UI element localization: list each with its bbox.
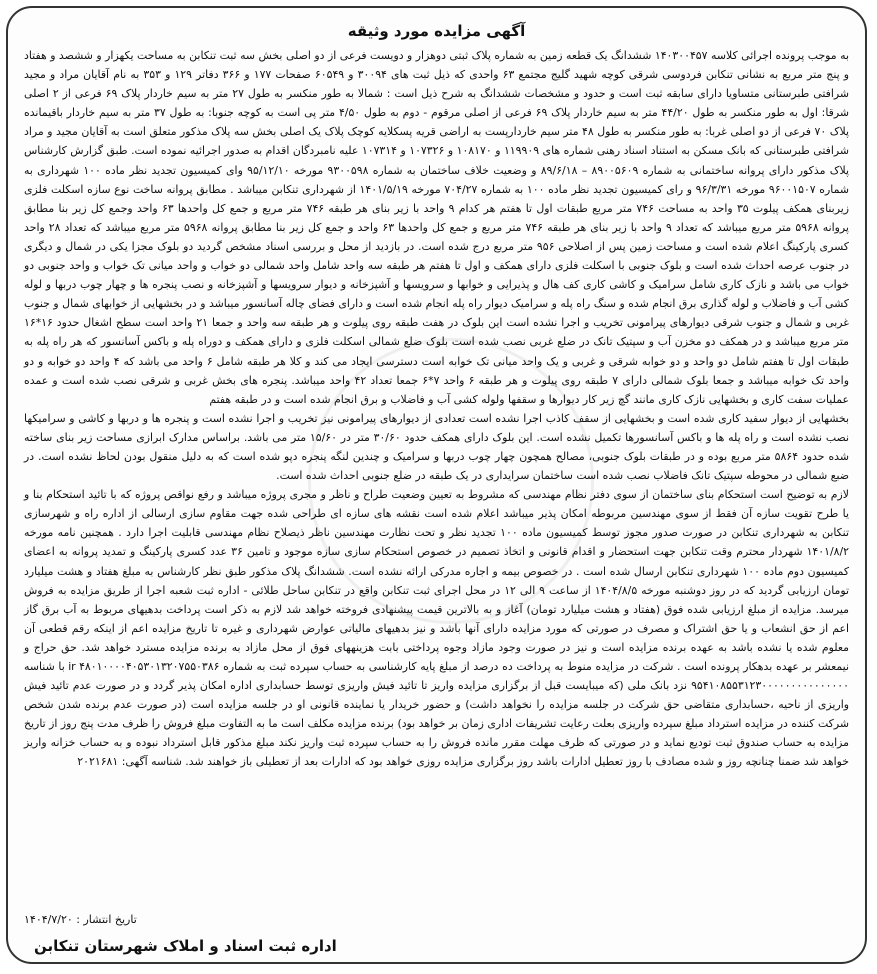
- paragraph-auction-terms: لازم به توضیح است استحکام بنای ساختمان از سوی دفتر نظام مهندسی که مشروط به تعیین وضعیت طراح و ناظر و مجری پروژه میباشد و رفع نواقص پروژه که با تائید استحکام بنا و یا طرح تقویت سازه آن فقط از سوی مهندسین مربوطه امکان پذیر میباشد اعلام شده است نقشه های سازه ای طراحی شده جهت مقاوم سازی ارسالی از اداره راه و شهرسازی تنکابن به شهرداری تنکابن در صورت صدور مجوز توسط کمیسیون ماده ۱۰۰ تجدید نظر و تحت نظارت مهندسین ناظر ذیصلاح نظام مهندسی قابلیت اجرا دارد . همچنین نامه مورخه ۱۴۰۱/۸/۲ شهردار محترم وقت تنکابن جهت استحضار و اقدام قانونی و اتخاذ تصمیم در خصوص استحکام سازی سازه موجود و تامین ۳۶ عدد کسری پارکینگ و تمدید پروانه به اعضای کمیسیون دوم ماده ۱۰۰ شهرداری تنکابن ارسال شده است . در خصوص بیمه و اجاره مدرکی ارائه نشده است. ششدانگ پلاک مذکور طبق نظر کارشناس به مبلغ هفتاد و هشت میلیارد تومان ارزیابی گردید که در روز دوشنبه مورخه ۱۴۰۴/۸/۵ از ساعت ۹ الی ۱۲ در محل اجرای ثبت تنکابن واقع در تنکابن ساحل طلائی - اداره ثبت شعبه اجرا از طریق مزایده به فروش میرسد. مزایده از مبلغ ارزیابی شده فوق (هفتاد و هشت میلیارد تومان) آغاز و به بالاترین قیمت پیشنهادی فروخته خواهد شد لازم به ذکر است پرداخت بدهیهای مربوط به آب برق گاز اعم از حق انشعاب و یا حق اشتراک و مصرف در صورتی که مورد مزایده دارای آنها باشد و نیز بدهیهای مالیاتی عوارض شهرداری و غیره تا تاریخ مزایده اعم از اینکه رقم قطعی آن معلوم شده یا نشده باشد به عهده برنده مزایده است و نیز در صورت وجود مازاد وجوه پرداختی بابت هزینههای فوق از محل مازاد به برنده مزایده مسترد خواهد شد. حق حراج و نیمعشر بر عهده بدهکار پرونده است . شرکت در مزایده منوط به پرداخت ده درصد از مبلغ پایه کارشناسی به حساب سپرده ثبت به شماره ۴۸۰۱۰۰۰۰۴۰۵۳۰۱۳۲۰۷۵۵۰۳۸۶ ir با شناسه ۹۵۴۱۰۸۵۵۳۱۲۳۰۰۰۰۰۰۰۰۰۰۰۰۰۰۰ نزد بانک ملی (که میبایست قبل از برگزاری مزایده واریز تا تائید فیش واریزی توسط حسابداری اداره امکان پذیر گردد و در صورت عدم تائید فیش واریزی از ناحیه ،حسابداری متقاضی حق شرکت در جلسه مزایده را نخواهد داشت) و حضور خریدار یا نماینده قانونی او در جلسه مزایده است (در صورت عدم برنده شدن شخص شرکت کننده در مزایده استرداد مبلغ سپرده واریزی بعلت رعایت تشریفات اداری زمان بر خواهد بود) برنده مزایده مکلف است ما به التفاوت مبلغ فروش را ظرف مدت پنج روز از تاریخ مزایده به حساب صندوق ثبت تودیع نماید و در صورتی که ظرف مهلت مقرر مانده فروش را به حساب سپرده ثبت واریز نکند مبلغ مذکور قابل استرداد نبوده و به حساب خزانه واریز خواهد شد ضمنا چنانچه روز و شده مصادف با روز تعطیل ادارات باشد روز برگزاری مزایده روزی خواهد بود که ادارات بعد از تعطیلی باز خواهند شد. شناسه آگهی: ۲۰۲۱۶۸۱: [24, 488, 850, 769]
- publish-date: تاریخ انتشار : ۱۴۰۴/۷/۲۰: [24, 913, 137, 926]
- notice-frame: [6, 6, 867, 964]
- issuing-office: اداره ثبت اسناد و املاک شهرستان تنکابن: [34, 937, 337, 955]
- notice-body: [24, 46, 849, 772]
- paragraph-building-status: بخشهایی از دیوار سفید کاری شده است و بخشهایی از سقف کاذب اجرا نشده است تعدادی از دیوارهای پیرامونی نیز تخریب و اجرا نشده است و پنجره ها و دربها و کاشی و سرامیکها نصب نشده است و راه پله ها و باکس آسانسورها تکمیل نشده است. این بلوک دارای همکف حدود ۳۰/۶۰ متر در ۱۵/۶۰ متر می باشد. براساس مدارک ابرازی مساحت زیر بنای ساخته شده حدود ۵۸۶۴ متر مربع بوده و در طبقات بلوک جنوبی، مصالح همچون چهار چوب دربها و سرامیک و چندین لنگه پنجره دپو شده است که به دلیل منقول بودن لحاظ نشده است. در ضبع شمالی در محوطه سپتیک تانک فاضلاب نصب شده است ساختمان سرایداری در یک طبقه در ضلع جنوبی احداث شده است.: [24, 411, 850, 483]
- notice-title: آگهی مزایده مورد وثیقه: [347, 22, 526, 40]
- paragraph-property-description: به موجب پرونده اجرائی کلاسه ۱۴۰۳۰۰۴۵۷ ششدانگ یک قطعه زمین به شماره پلاک ثبتی دوهزار و دویست فرعی از دو اصلی بخش سه ثبت تنکابن به مساحت یکهزار و ششصد و هفتاد و پنج متر مربع به نشانی تنکابن فردوسی شرقی کوچه شهید گلیج مجتمع ۶۳ واحدی که ذیل ثبت های ۳۰۰۹۴ و ۶۰۵۴۹ صفحات ۱۷۷ و ۳۶۶ دفاتر ۱۲۹ و ۳۵۳ به نام آقایان مراد و مجید شرافتی طبرستانی متساویا دارای سابقه ثبت است و حدود و مشخصات ششدانگ به شرح ذیل است : شمالا به طور منکسر به طول ۲۷ متر به سیم خاردار پلاک ۶۹ فرعی از ۲ اصلی شرقا: اول به طور منکسر به طول ۴۴/۲۰ متر به سیم خاردار پلاک ۶۹ فرعی از اصلی مرقوم - دوم به طول ۴/۵۰ متر پی است به کوچه جنوبا: به طول ۳۷ متر به سیم خاردار باقیمانده پلاک ۷۰ فرعی از دو اصلی غربا: به طور منکسر به طول ۴۸ متر سیم خاردارپست به اراضی قریه پسکلایه کوچک پلاک یک اصلی بخش سه پلاک مذکور متعلق است به آقایان مجید و مراد شرافتی طبرستانی که بانک مسکن به استناد اسناد رهنی شماره های ۱۱۹۹۰۹ و ۱۰۸۱۷۰ و ۱۰۷۳۲۶ و ۱۰۷۳۱۴ علیه نامبردگان اقدام به صدور اجرائیه نموده است. طبق گزارش کارشناس پلاک مذکور دارای پروانه ساختمانی به شماره ۸۹۰۰۵۶۰۹ – ۸۹/۶/۱۸ و وضعیت خلاف ساختمان به شماره ۹۳۰۰۵۹۸ مورخه ۹۵/۱۲/۱۰ وای کمیسیون تجدید نظر ماده ۱۰۰ شهرداری به شماره ۹۶۰۰۱۵۰۷ مورخه ۹۶/۳/۳۱ و رای کمیسیون تجدید نظر ماده ۱۰۰ به شماره ۷۰۴/۲۷ مورخه ۱۴۰۱/۵/۱۹ از شهرداری تنکابن میباشد . مطابق پروانه ساخت نوع سازه اسکلت فلزی زیربنای همکف پیلوت ۳۵ واحد به مساحت ۷۴۶ متر مربع طبقات اول تا هفتم هر کدام ۹ واحد با زیر بنای هر طبقه ۷۴۶ متر مربع و جمع کل واحدها ۶۳ واحد وجمع کل زیر بنا مطابق پروانه ۵۹۶۸ متر مربع میباشد که تعداد ۹ واحد با زیر بنای هر طبقه ۷۴۶ متر مربع و جمع کل واحدها ۶۳ واحد و جمع کل زیر بنا مطابق پروانه ۵۹۶۸ متر مربع میباشد که تعداد ۲۸ واحد کسری پارکینگ اعلام شده است و مساحت زمین پس از اصلاحی ۹۵۶ متر مربع درج شده است. در بازدید از محل و بررسی اسناد مشخص گردید دو بلوک مجزا یکی در شمال و دیگری در جنوب عرصه احداث شده است و بلوک جنوبی با اسکلت فلزی دارای همکف و اول تا هفتم هر طبقه سه واحد شامل واحد شمالی دو خواب و واحد میانی تک خواب و واحد جنوبی دو خواب می باشد و نازک کاری شامل سرامیک و کاشی کاری کف هال و پذیرایی و خوابها و سرویسها و آشپزخانه و دیوار سرویسها و آشپزخانه و نصب پنجره ها و چهار چوب دربها و لوله کشی آب و فاضلاب و لوله گذاری برق انجام شده و سنگ راه پله و سرامیک دیوار راه پله انجام شده است و دارای فضای چاله آسانسور میباشد و در بخشهایی از خوابهای شمال و جنوب غربی و شمال و جنوب شرقی دیوارهای پیرامونی تخریب و اجرا نشده است این بلوک در هفت طبقه روی پیلوت و هر طبقه سه واحد و جمعا ۲۱ واحد است سطح اشغال حدود ۱۶*۱۶ متر مربع میباشد و در همکف دو مخزن آب و سپتیک تانک در ضلع غربی نصب شده است بلوک ضلع شمالی اسکلت فلزی و دارای همکف و دوراه پله و باکس آسانسور که هر راه پله به طبقات اول تا هفتم شامل دو واحد و دو خوابه شرقی و غربی و یک واحد میانی تک خوابه است دسترسی ایجاد می کند و کلا هر طبقه شامل ۶ واحد می باشد که ۴ واحد دو خوابه و دو واحد تک خوابه میباشد و جمعا بلوک شمالی دارای ۷ طبقه روی پیلوت و هر طبقه ۶ واحد ۷*۶ جمعا تعداد ۴۲ واحد میباشد. پنجره های بخش غربی و شرقی نصب شده است و عمده عملیات سفت کاری و بخشهایی نازک کاری مانند گچ زیر کار دیوارها و سقفها ولوله کشی آب و فاضلاب و برق انجام شده است و در طبقه هفتم: [24, 49, 850, 406]
- notice-footer: [24, 913, 849, 955]
